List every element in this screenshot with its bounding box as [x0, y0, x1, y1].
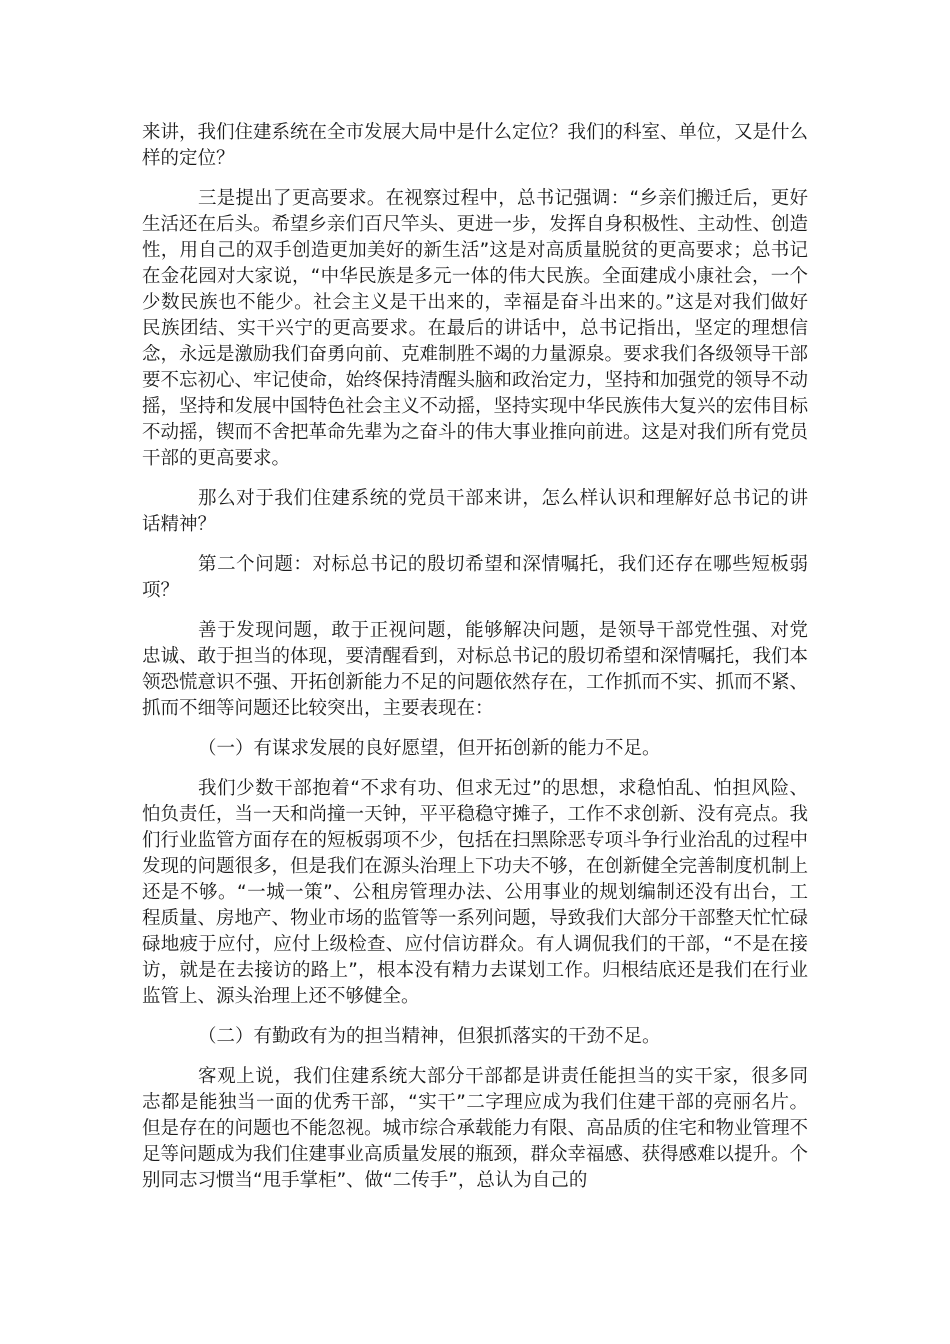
paragraph-question-understanding: 那么对于我们住建系统的党员干部来讲，怎么样认识和理解好总书记的讲话精神？	[142, 488, 808, 535]
paragraph-second-question: 第二个问题：对标总书记的殷切希望和深情嘱托，我们还存在哪些短板弱项？	[142, 554, 808, 601]
paragraph-item-two-body: 客观上说，我们住建系统大部分干部都是讲责任能担当的实干家，很多同志都是能独当一面的优秀干部，“实干”二字理应成为我们住建干部的亮丽名片。但是存在的问题也不能忽视。城市综合承载能力有限、高品质的住宅和物业管理不足等问题成为我们住建事业高质量发展的瓶颈，群众幸福感、获得感难以提升。个别同志习惯当“甩手掌柜”、做“二传手”，总认为自己的	[142, 1066, 809, 1191]
heading-item-two: （二）有勤政有为的担当精神，但狠抓落实的干劲不足。	[198, 1026, 661, 1047]
paragraph-higher-requirements: 三是提出了更高要求。在视察过程中，总书记强调：“乡亲们搬迁后，更好生活还在后头。希望乡亲们百尺竿头、更进一步，发挥自身积极性、主动性、创造性，用自己的双手创造更加美好的新生活”这是对高质量脱贫的更高要求；总书记在金花园对大家说，“中华民族是多元一体的伟大民族。全面建成小康社会，一个少数民族也不能少。社会主义是干出来的，幸福是奋斗出来的。”这是对我们做好民族团结、实干兴宁的更高要求。在最后的讲话中，总书记指出，坚定的理想信念，永远是激励我们奋勇向前、克难制胜不竭的力量源泉。要求我们各级领导干部要不忘初心、牢记使命，始终保持清醒头脑和政治定力，坚持和加强党的领导不动摇，坚持和发展中国特色社会主义不动摇，坚持实现中华民族伟大复兴的宏伟目标不动摇，锲而不舍把革命先辈为之奋斗的伟大事业推向前进。这是对我们所有党员干部的更高要求。	[142, 188, 809, 469]
paragraph-continuation: 来讲，我们住建系统在全市发展大局中是什么定位？我们的科室、单位，又是什么样的定位？	[142, 122, 809, 169]
paragraph-item-one-body: 我们少数干部抱着“不求有功、但求无过”的思想，求稳怕乱、怕担风险、怕负责任，当一天和尚撞一天钟，平平稳稳守摊子，工作不求创新、没有亮点。我们行业监管方面存在的短板弱项不少，包括在扫黑除恶专项斗争行业治乱的过程中发现的问题很多，但是我们在源头治理上下功夫不够，在创新健全完善制度机制上还是不够。“一城一策”、公租房管理办法、公用事业的规划编制还没有出台，工程质量、房地产、物业市场的监管等一系列问题，导致我们大部分干部整天忙忙碌碌地疲于应付，应付上级检查、应付信访群众。有人调侃我们的干部，“不是在接访，就是在去接访的路上”，根本没有精力去谋划工作。归根结底还是我们在行业监管上、源头治理上还不够健全。	[142, 778, 809, 1007]
heading-item-one: （一）有谋求发展的良好愿望，但开拓创新的能力不足。	[198, 738, 661, 759]
paragraph-problems-intro: 善于发现问题，敢于正视问题，能够解决问题，是领导干部党性强、对党忠诚、敢于担当的体现，要清醒看到，对标总书记的殷切希望和深情嘱托，我们本领恐慌意识不强、开拓创新能力不足的问题依然存在，工作抓而不实、抓而不紧、抓而不细等问题还比较突出，主要表现在：	[142, 620, 809, 719]
document-body	[142, 120, 808, 1208]
